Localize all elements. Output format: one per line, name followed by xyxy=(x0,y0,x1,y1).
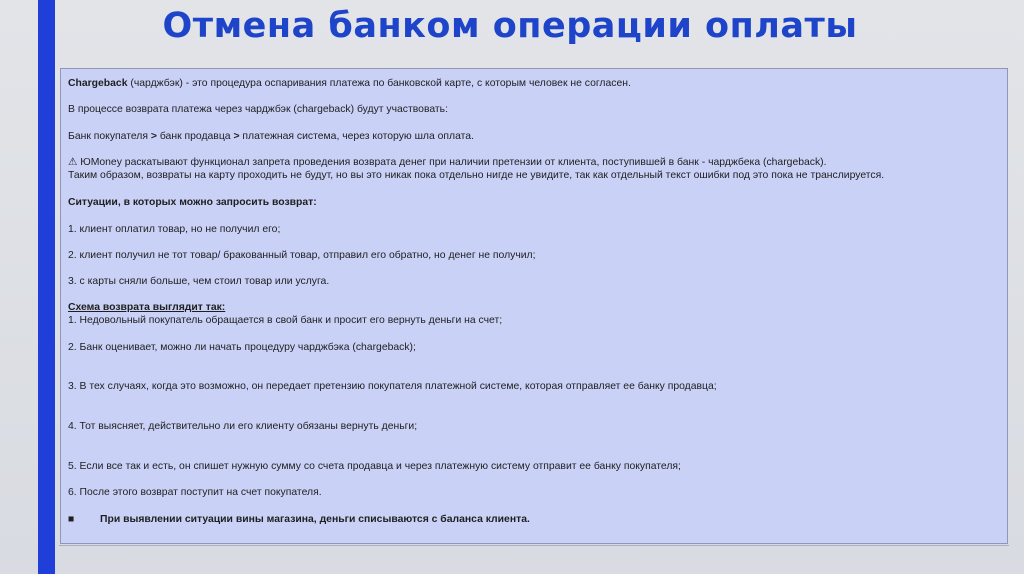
accent-bar xyxy=(38,0,55,574)
page-title: Отмена банком операции оплаты xyxy=(162,6,858,46)
warning-icon: ⚠ xyxy=(68,157,78,168)
paragraph-warning xyxy=(68,156,827,169)
paragraph-definition xyxy=(68,77,631,90)
chargeback-definition: (чарджбэк) - это процедура оспаривания платежа по банковской карте, с которым человек не согласен. xyxy=(127,78,631,89)
chain-payment-system: платежная система, через которую шла оплата. xyxy=(239,131,474,142)
paragraph-participants: В процессе возврата платежа через чарджбэк (chargeback) будут участвовать: xyxy=(68,104,448,115)
paragraph-chain xyxy=(68,130,474,143)
situations-heading: Ситуации, в которых можно запросить возврат: xyxy=(68,197,317,208)
situation-item: 3. с карты сняли больше, чем стоил товар или услуга. xyxy=(68,276,330,287)
chain-buyer-bank: Банк покупателя xyxy=(68,131,151,142)
scheme-step: 4. Тот выясняет, действительно ли его клиенту обязаны вернуть деньги; xyxy=(68,421,418,432)
paragraph-warning-line2: Таким образом, возвраты на карту проходить не будут, но вы это никак пока отдельно нигде не увидите, так как отдельный текст ошибки под это пока не транслируется. xyxy=(68,170,885,181)
situation-item: 1. клиент оплатил товар, но не получил его; xyxy=(68,224,281,235)
scheme-step: 1. Недовольный покупатель обращается в свой банк и просит его вернуть деньги на счет; xyxy=(68,315,503,326)
bullet-note xyxy=(68,513,530,526)
scheme-step: 6. После этого возврат поступит на счет покупателя. xyxy=(68,487,322,498)
chain-arrow: > xyxy=(150,131,157,142)
chargeback-term: Chargeback xyxy=(68,78,128,89)
situation-item: 2. клиент получил не тот товар/ бракованный товар, отправил его обратно, но денег не получил; xyxy=(68,250,536,261)
warning-text: ЮMoney раскатывают функционал запрета проведения возврата денег при наличии претензии от клиента, поступившей в банк - чарджбека (chargeback). xyxy=(77,157,827,168)
scheme-step: 2. Банк оценивает, можно ли начать процедуру чарджбэка (chargeback); xyxy=(68,342,416,353)
scheme-step: 3. В тех случаях, когда это возможно, он передает претензию покупателя платежной системе, которая отправляет ее банку продавца; xyxy=(68,381,717,392)
bullet-note-text: При выявлении ситуации вины магазина, деньги списываются с баланса клиента. xyxy=(100,514,530,525)
chain-seller-bank: банк продавца xyxy=(156,131,234,142)
square-bullet-icon: ■ xyxy=(68,514,75,525)
bottom-divider xyxy=(59,545,1009,546)
scheme-step: 5. Если все так и есть, он спишет нужную сумму со счета продавца и через платежную систему отправит ее банку покупателя; xyxy=(68,461,681,472)
scheme-heading: Схема возврата выглядит так: xyxy=(68,302,226,313)
chain-arrow: > xyxy=(233,131,240,142)
